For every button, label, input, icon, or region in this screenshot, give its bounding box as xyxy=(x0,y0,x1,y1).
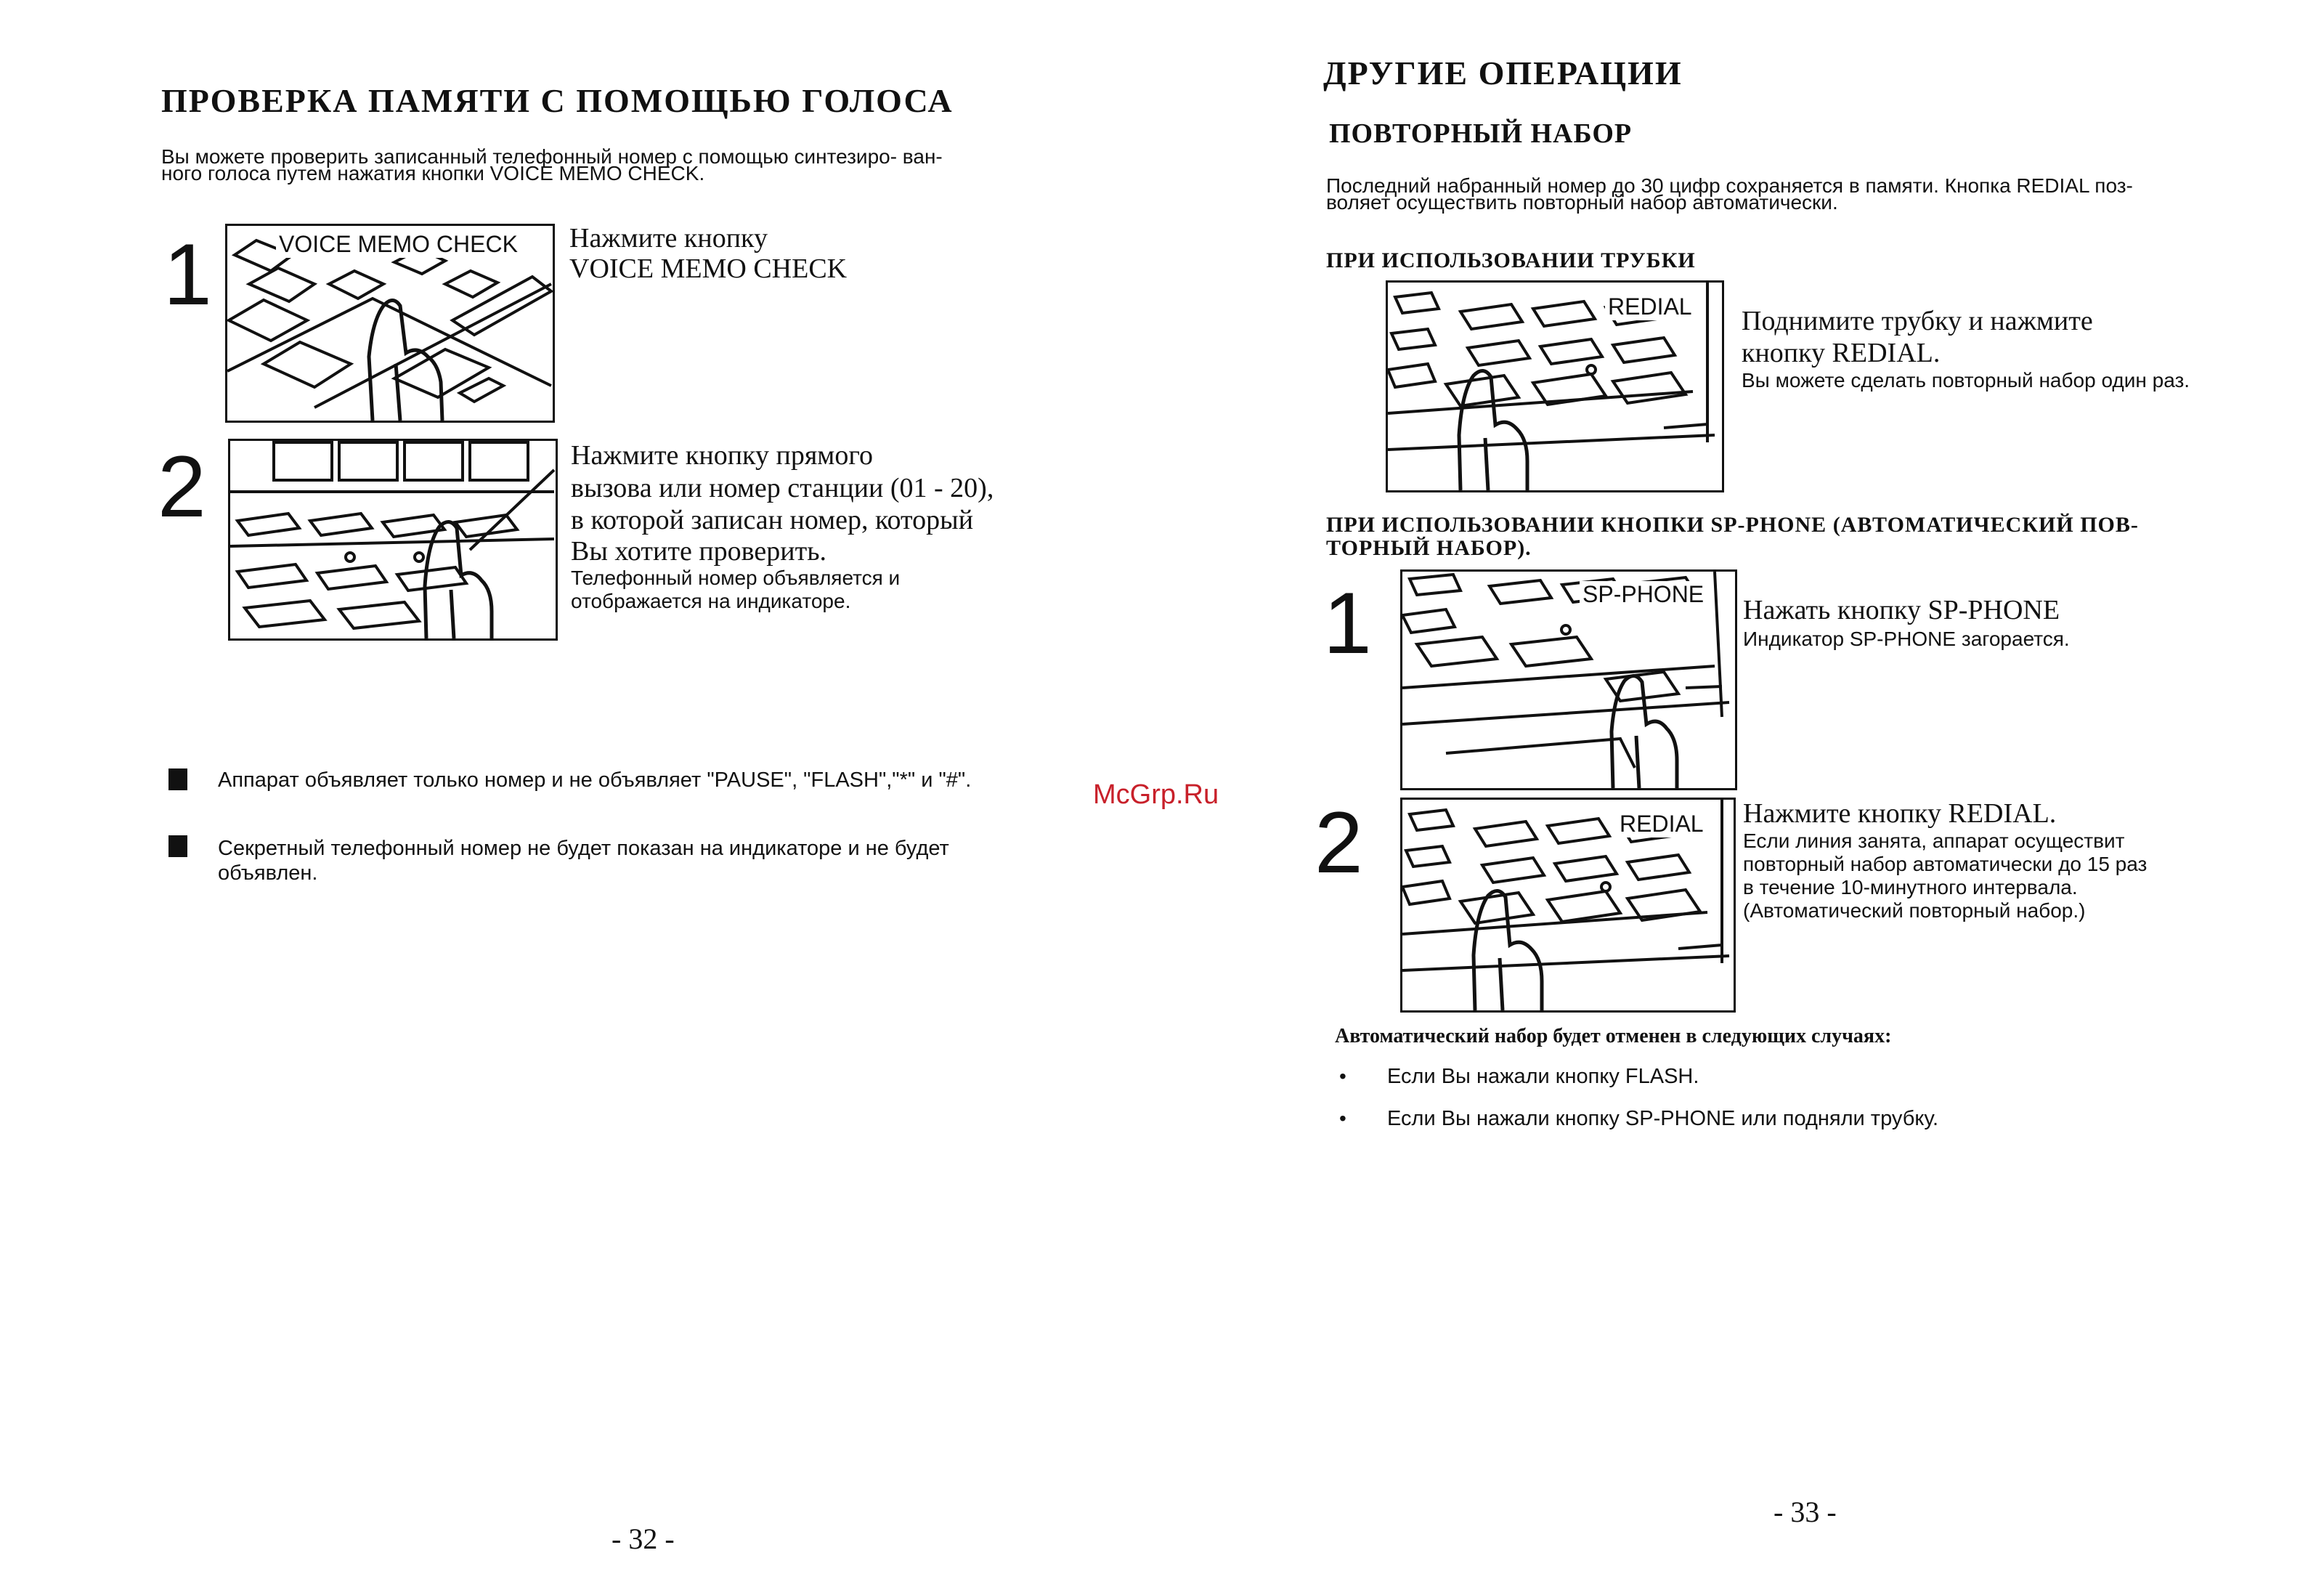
right-step-2-note-2: повторный набор автоматически до 15 раз xyxy=(1743,853,2148,875)
right-intro-line-1: Последний набранный номер до 30 цифр сохраняется в памяти. Кнопка REDIAL поз- xyxy=(1326,174,2133,197)
note-2-line-2: объявлен. xyxy=(218,861,318,885)
handset-step-note: Вы можете сделать повторный набор один раз. xyxy=(1742,369,2190,392)
right-step-2-note-3: в течение 10-минутного интервала. xyxy=(1743,876,2078,899)
left-page-title: ПРОВЕРКА ПАМЯТИ С ПОМОЩЬЮ ГОЛОСА xyxy=(161,82,954,119)
left-step-1-text-1: Нажмите кнопку xyxy=(569,223,768,253)
right-step-1-text: Нажать кнопку SP-PHONE xyxy=(1743,595,2060,625)
cancel-bullet-2: • xyxy=(1339,1107,1346,1129)
spphone-heading-line-1: ПРИ ИСПОЛЬЗОВАНИИ КНОПКИ SP-PHONE (АВТОМАТИЧЕСКИЙ ПОВ- xyxy=(1326,513,2139,537)
cancel-heading: Автоматический набор будет отменен в следующих случаях: xyxy=(1335,1025,1892,1047)
left-step-1-number: 1 xyxy=(163,226,212,323)
left-step-2-text-3: в которой записан номер, который xyxy=(571,505,974,535)
right-intro-line-2: воляет осуществить повторный набор автоматически. xyxy=(1326,191,1838,214)
right-step-2-number: 2 xyxy=(1315,794,1363,891)
right-step-1-number: 1 xyxy=(1323,575,1372,672)
cancel-bullet-1: • xyxy=(1339,1065,1346,1087)
right-page-subtitle: ПОВТОРНЫЙ НАБОР xyxy=(1329,118,1633,149)
note-bullet-2 xyxy=(168,835,187,857)
left-step-1-text-2: VOICE MEMO CHECK xyxy=(569,253,848,284)
left-intro-line-1: Вы можете проверить записанный телефонный номер с помощью синтезиро- ван- xyxy=(161,145,943,168)
left-step-2-note-1: Телефонный номер объявляется и xyxy=(571,567,901,589)
note-1: Аппарат объявляет только номер и не объявляет "PAUSE", "FLASH","*" и "#". xyxy=(218,768,972,792)
redial-sp-phone-image-label: REDIAL xyxy=(1617,811,1707,837)
voice-memo-check-image-label: VOICE MEMO CHECK xyxy=(276,231,521,258)
right-step-2-note-1: Если линия занята, аппарат осуществит xyxy=(1743,830,2125,852)
cancel-item-1: Если Вы нажали кнопку FLASH. xyxy=(1387,1065,1699,1088)
handset-step-text-2: кнопку REDIAL. xyxy=(1742,338,1941,368)
right-step-2-text: Нажмите кнопку REDIAL. xyxy=(1743,798,2057,829)
direct-call-button-illustration xyxy=(228,439,558,641)
left-intro-line-2: ного голоса путем нажатия кнопки VOICE MEMO CHECK. xyxy=(161,162,705,184)
left-step-2-text-1: Нажмите кнопку прямого xyxy=(571,440,873,471)
note-2-line-1: Секретный телефонный номер не будет показан на индикаторе и не будет xyxy=(218,837,949,860)
note-bullet-1 xyxy=(168,768,187,790)
left-page-number: - 32 - xyxy=(612,1522,675,1555)
cancel-item-2: Если Вы нажали кнопку SP-PHONE или подняли трубку. xyxy=(1387,1107,1938,1130)
left-step-2-text-2: вызова или номер станции (01 - 20), xyxy=(571,473,994,503)
right-step-2-note-4: (Автоматический повторный набор.) xyxy=(1743,899,2086,922)
left-step-2-number: 2 xyxy=(158,438,206,535)
sp-phone-image-label: SP-PHONE xyxy=(1580,581,1707,608)
spphone-heading-line-2: ТОРНЫЙ НАБОР). xyxy=(1326,536,1532,560)
watermark-logo: McGrp.Ru xyxy=(1093,779,1219,810)
handset-heading: ПРИ ИСПОЛЬЗОВАНИИ ТРУБКИ xyxy=(1326,248,1696,272)
right-page-title: ДРУГИЕ ОПЕРАЦИИ xyxy=(1323,54,1683,92)
right-page-number: - 33 - xyxy=(1774,1496,1837,1528)
left-step-2-note-2: отображается на индикаторе. xyxy=(571,590,851,612)
left-step-2-text-4: Вы хотите проверить. xyxy=(571,536,827,567)
right-step-1-note: Индикатор SP-PHONE загорается. xyxy=(1743,628,2070,650)
redial-handset-image-label: REDIAL xyxy=(1605,293,1695,320)
handset-step-text-1: Поднимите трубку и нажмите xyxy=(1742,306,2093,336)
